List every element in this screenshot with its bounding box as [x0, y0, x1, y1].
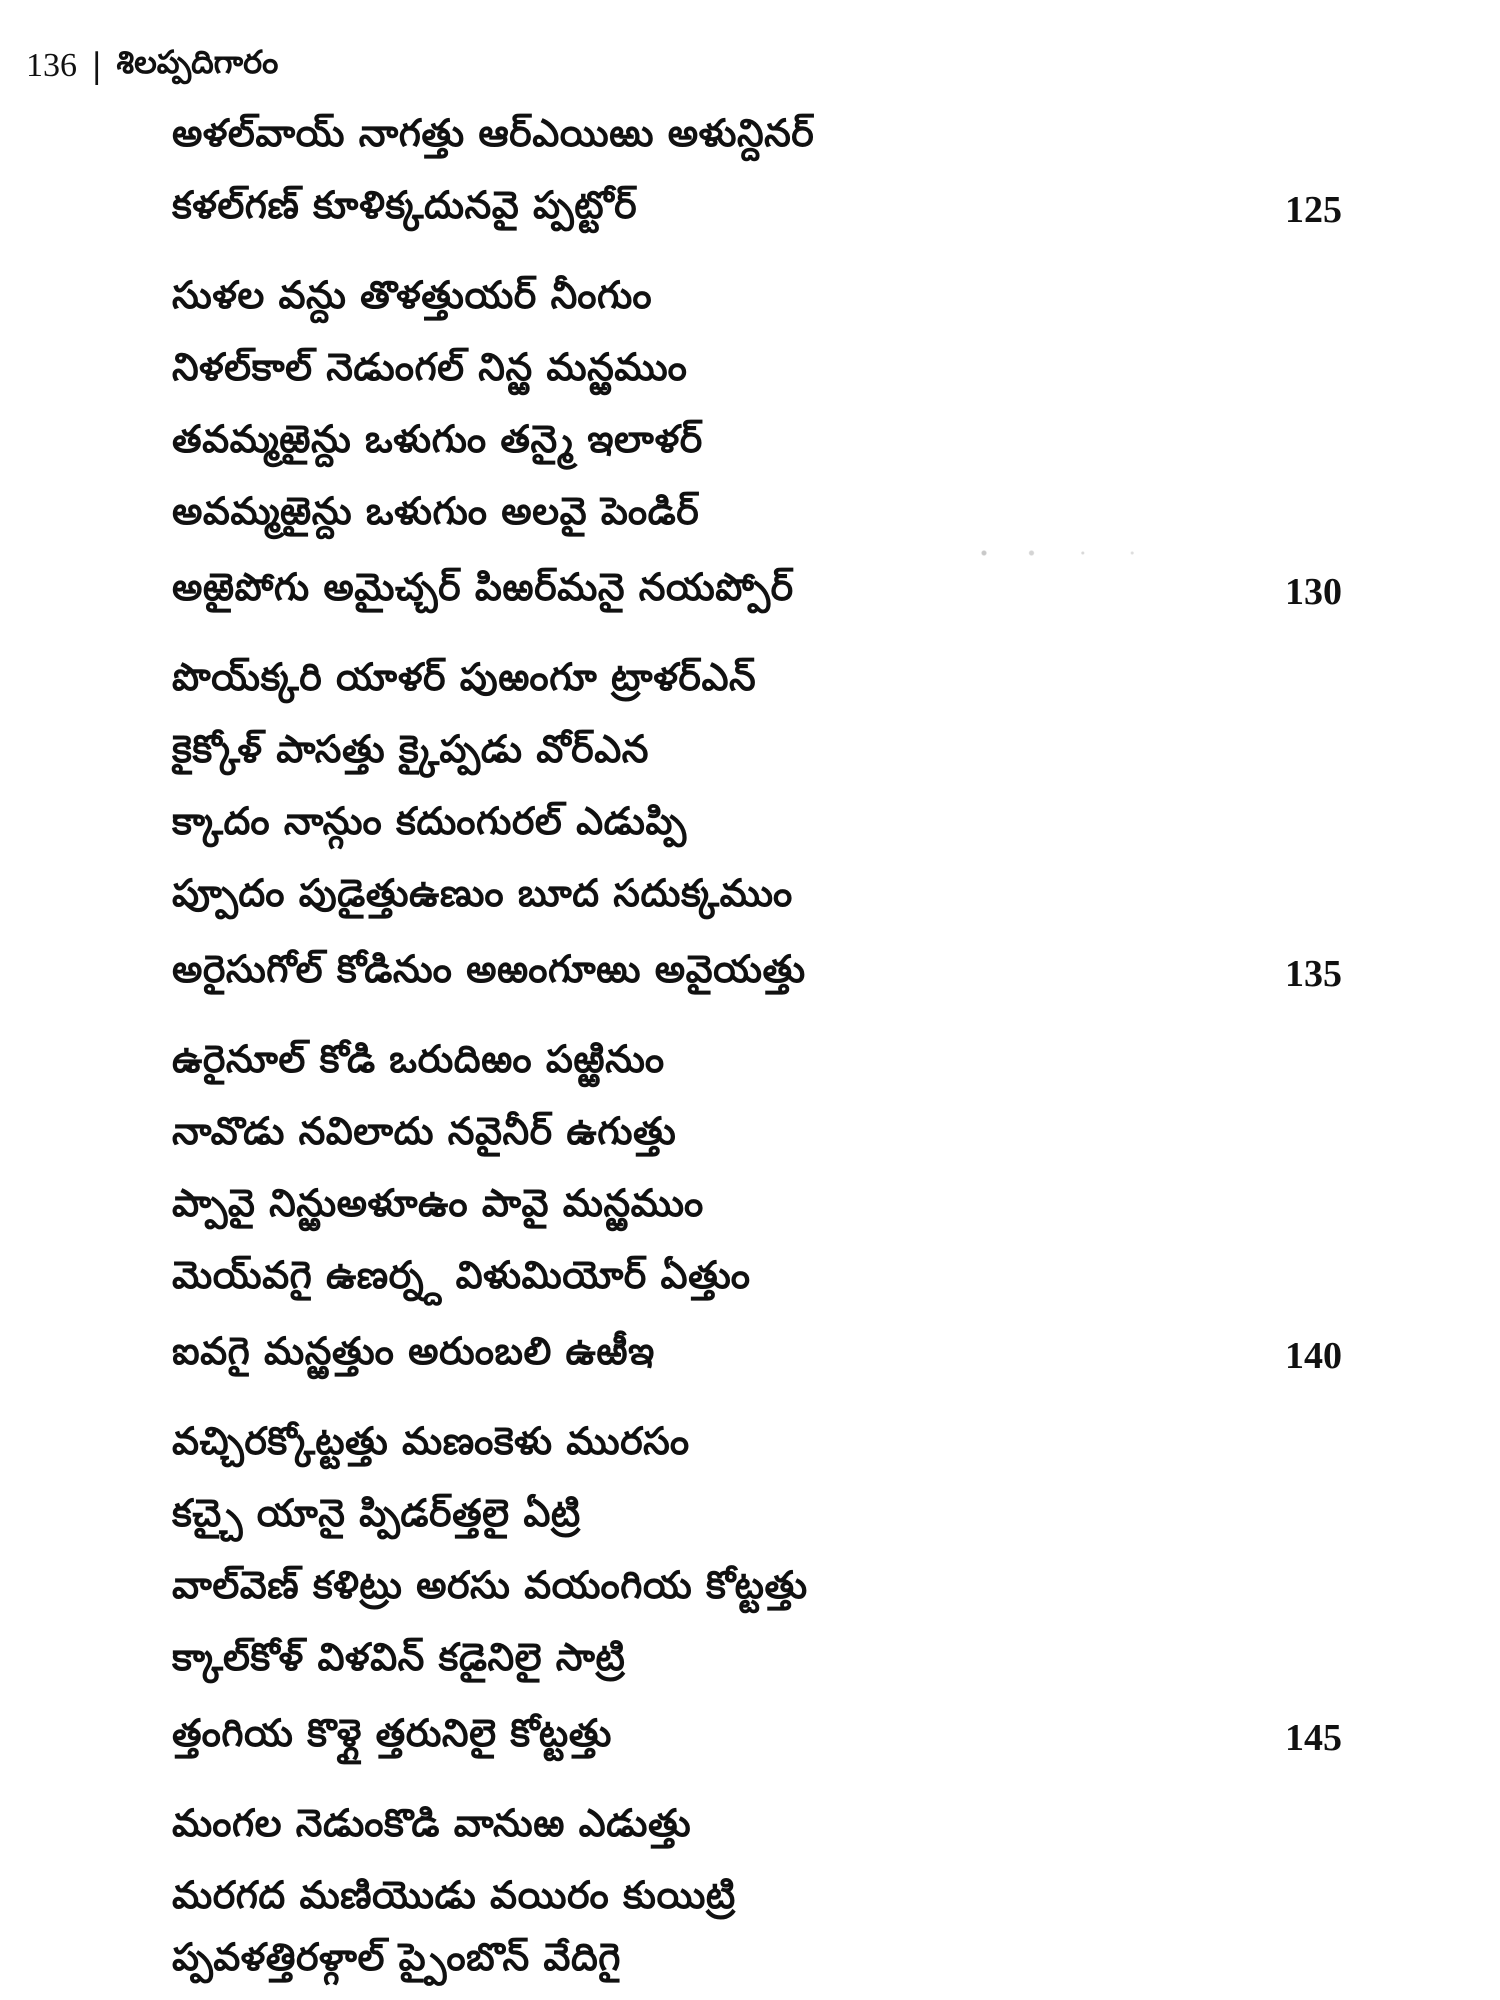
verse-line — [172, 108, 1342, 168]
verse-line-text: కైక్కోళ్‌ పాసత్తు క్కైప్పడు వోర్‌ఎన — [172, 727, 649, 771]
verse-line — [172, 1798, 1342, 1858]
header-separator: | — [91, 46, 103, 86]
verse-line — [172, 1932, 1342, 1992]
verse-line-text: త్తంగియ కొళ్గై త్తరునిలై కోట్టత్తు — [172, 1711, 612, 1755]
verse-line-number: 145 — [1285, 1717, 1342, 1759]
verse-line — [172, 180, 1342, 240]
verse-line — [172, 868, 1342, 928]
verse-line — [172, 562, 1342, 622]
verse-line — [172, 486, 1342, 546]
verse-line — [172, 1326, 1342, 1386]
book-title: శిలప్పదిగారం — [116, 43, 279, 81]
verse-line — [172, 1250, 1342, 1310]
verse-line-text: మంగల నెడుంకొడి వానుఱ ఎడుత్తు — [172, 1801, 692, 1845]
verse-line-text: అళల్‌వాయ్‌ నాగత్తు ఆర్‌ఎయిఱు అళున్దినర్‌ — [172, 111, 815, 155]
verse-line — [172, 1632, 1342, 1692]
verse-line-number: 130 — [1285, 571, 1342, 613]
running-head — [26, 40, 278, 92]
verse-line-text: నిళల్‌కాల్‌ నెడుంగల్‌ నిన్ఱ మన్ఱముం — [172, 345, 688, 389]
verse-line-number: 125 — [1285, 189, 1342, 231]
verse-line-text: అవమ్మఱైన్దు ఒళుగుం అలవై పెండిర్‌ — [172, 489, 700, 533]
verse-line-text: ప్పావై నిన్ఱుఅళూఉం పావై మన్ఱముం — [172, 1181, 704, 1225]
verse-line-text: వచ్చిరక్కోట్టత్తు మణంకెళు మురసం — [172, 1419, 690, 1463]
verse-line-text: వాల్‌వెణ్‌ కళిట్రు అరసు వయంగియ కోట్టత్తు — [172, 1563, 808, 1607]
verse-line — [172, 1708, 1342, 1768]
scan-speckle — [965, 548, 1155, 558]
verse-line-number: 135 — [1285, 953, 1342, 995]
verse-line-text: ఐవగై మన్ఱత్తుం అరుంబలి ఉఱీఇ — [172, 1329, 655, 1373]
verse-line — [172, 1416, 1342, 1476]
verse-line — [172, 1488, 1342, 1548]
verse-line-text: సుళల వన్దు తొళత్తుయర్‌ నీంగుం — [172, 273, 653, 317]
verse-line-text: ప్పూదం పుడైత్తుఉణుం బూద సదుక్కముం — [172, 871, 793, 915]
verse-line-text: మెయ్‌వగై ఉణర్న్ద విళుమియోర్‌ ఏత్తుం — [172, 1253, 751, 1297]
verse-line-text: మరగద మణియొడు వయిరం కుయిట్రి — [172, 1873, 736, 1917]
verse-line — [172, 1106, 1342, 1166]
verse-line — [172, 1560, 1342, 1620]
verse-line-text: క్కాల్‌కోళ్‌ విళవిన్‌ కడైనిలై సాట్రి — [172, 1635, 626, 1679]
page-number: 136 — [26, 47, 77, 84]
verse-line — [172, 1178, 1342, 1238]
verse-line — [172, 724, 1342, 784]
verse-line — [172, 270, 1342, 330]
verse-line — [172, 1870, 1342, 1930]
verse-line-text: నావొడు నవిలాదు నవైనీర్‌ ఉగుత్తు — [172, 1109, 677, 1153]
verse-line-text: క్కాదం నాన్గుం కదుంగురల్‌ ఎడుప్పి — [172, 799, 687, 843]
verse-line-text: తవమ్మఱైన్దు ఒళుగుం తన్మై ఇలాళర్‌ — [172, 417, 703, 461]
verse-line — [172, 796, 1342, 856]
verse-line-text: కచ్చై యానై ప్పిడర్‌త్తలై ఏట్రి — [172, 1491, 581, 1535]
verse-line-text: కళల్‌గణ్‌ కూళిక్కదునవై ప్పట్టోర్‌ — [172, 183, 638, 227]
verse-line — [172, 342, 1342, 402]
verse-line-number: 140 — [1285, 1335, 1342, 1377]
verse-line-text: అఱైపోగు అమైచ్చర్‌ పిఱర్‌మనై నయప్పోర్‌ — [172, 565, 794, 609]
verse-line — [172, 414, 1342, 474]
verse-line — [172, 1034, 1342, 1094]
verse-line-text: పొయ్‌క్కరి యాళర్‌ పుఱంగూ ట్రాళర్‌ఎన్‌ — [172, 655, 757, 699]
verse-line-text: అరైసుగోల్‌ కోడినుం అఱంగూఱు అవైయత్తు — [172, 947, 806, 991]
verse-line — [172, 652, 1342, 712]
verse-line-text: ప్పవళత్తిరళ్గాల్‌ ప్పైంబొన్‌ వేదిగై — [172, 1935, 621, 1979]
verse-line-text: ఉరైనూల్‌ కోడి ఒరుదిఱం పఱ్ఱినుం — [172, 1037, 665, 1081]
verse-line — [172, 944, 1342, 1004]
